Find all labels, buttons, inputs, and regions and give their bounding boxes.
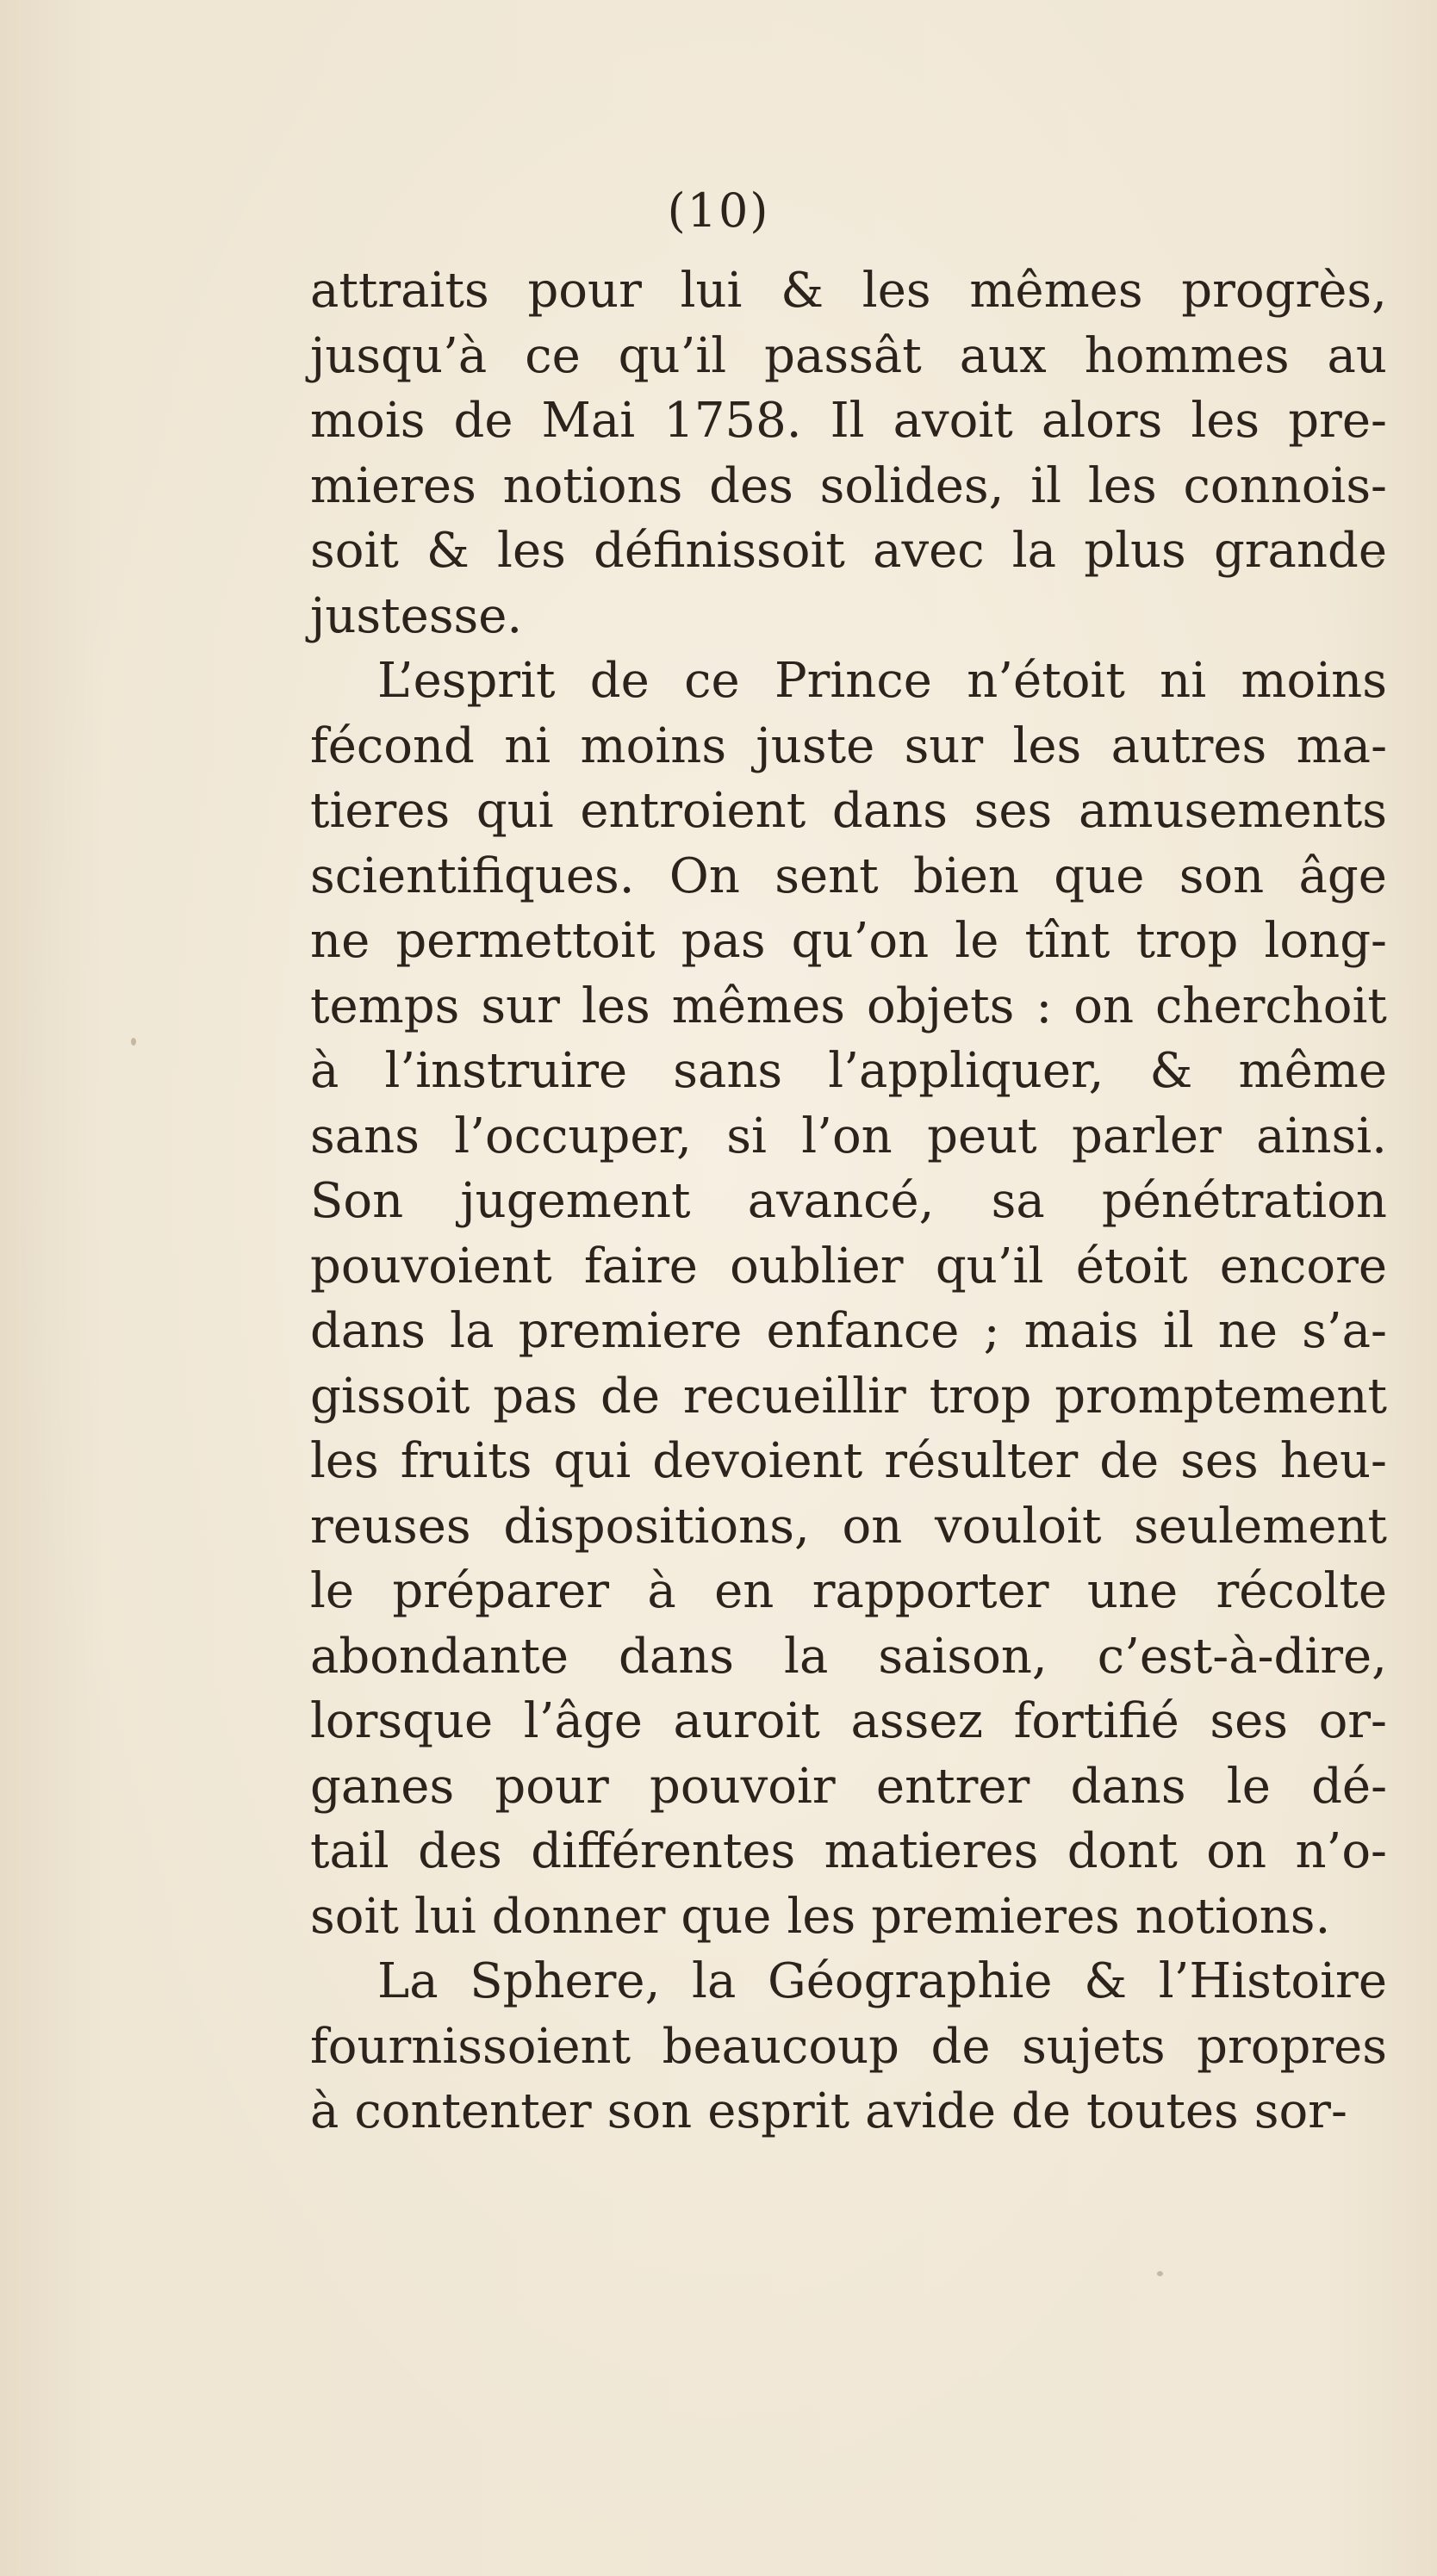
text-line: abondante dans la saison, c’est-à-dire, — [310, 1628, 1387, 1685]
text-line: ne permettoit pas qu’on le tînt trop long- — [310, 913, 1387, 969]
text-line: le préparer à en rapporter une récolte — [310, 1563, 1387, 1619]
text-line: attraits pour lui & les mêmes progrès, — [310, 263, 1387, 319]
text-line: fournissoient beaucoup de sujets propres — [310, 2018, 1387, 2075]
text-line: dans la premiere enfance ; mais il ne s’a- — [310, 1303, 1387, 1359]
text-line: mois de Mai 1758. Il avoit alors les pre- — [310, 393, 1387, 449]
text-line: La Sphere, la Géographie & l’Histoire — [377, 1953, 1387, 2009]
text-line: pouvoient faire oublier qu’il étoit encore — [310, 1238, 1387, 1294]
text-line: mieres notions des solides, il les connois- — [310, 457, 1387, 514]
text-body — [310, 258, 1387, 2145]
text-line: à contenter son esprit avide de toutes sor- — [310, 2083, 1347, 2139]
text-line: à l’instruire sans l’appliquer, & même — [310, 1043, 1387, 1099]
text-line: soit lui donner que les premieres notions. — [310, 1888, 1331, 1945]
text-line: L’esprit de ce Prince n’étoit ni moins — [377, 653, 1387, 709]
text-line: Son jugement avancé, sa pénétration — [310, 1173, 1387, 1229]
paper-spot — [1157, 2271, 1163, 2276]
text-line: reuses dispositions, on vouloit seulement — [310, 1498, 1387, 1555]
text-line: gissoit pas de recueillir trop promptement — [310, 1368, 1387, 1425]
page-number: (10) — [667, 183, 770, 238]
text-line: lorsque l’âge auroit assez fortifié ses or- — [310, 1693, 1387, 1749]
text-line: scientifiques. On sent bien que son âge — [310, 847, 1387, 904]
text-line: les fruits qui devoient résulter de ses heu- — [310, 1433, 1387, 1489]
text-line: sans l’occuper, si l’on peut parler ainsi. — [310, 1108, 1387, 1164]
text-line: justesse. — [310, 587, 523, 644]
text-line: tieres qui entroient dans ses amusements — [310, 783, 1387, 839]
paper-spot — [1377, 556, 1381, 560]
text-line: temps sur les mêmes objets : on cherchoit — [310, 978, 1387, 1034]
text-line: fécond ni moins juste sur les autres ma- — [310, 717, 1387, 774]
text-line: ganes pour pouvoir entrer dans le dé- — [310, 1758, 1387, 1815]
paper-spot — [131, 1038, 136, 1046]
text-line: tail des différentes matieres dont on n’o- — [310, 1823, 1387, 1879]
text-line: soit & les définissoit avec la plus grande — [310, 523, 1387, 579]
text-line: jusqu’à ce qu’il passât aux hommes au — [310, 327, 1387, 384]
